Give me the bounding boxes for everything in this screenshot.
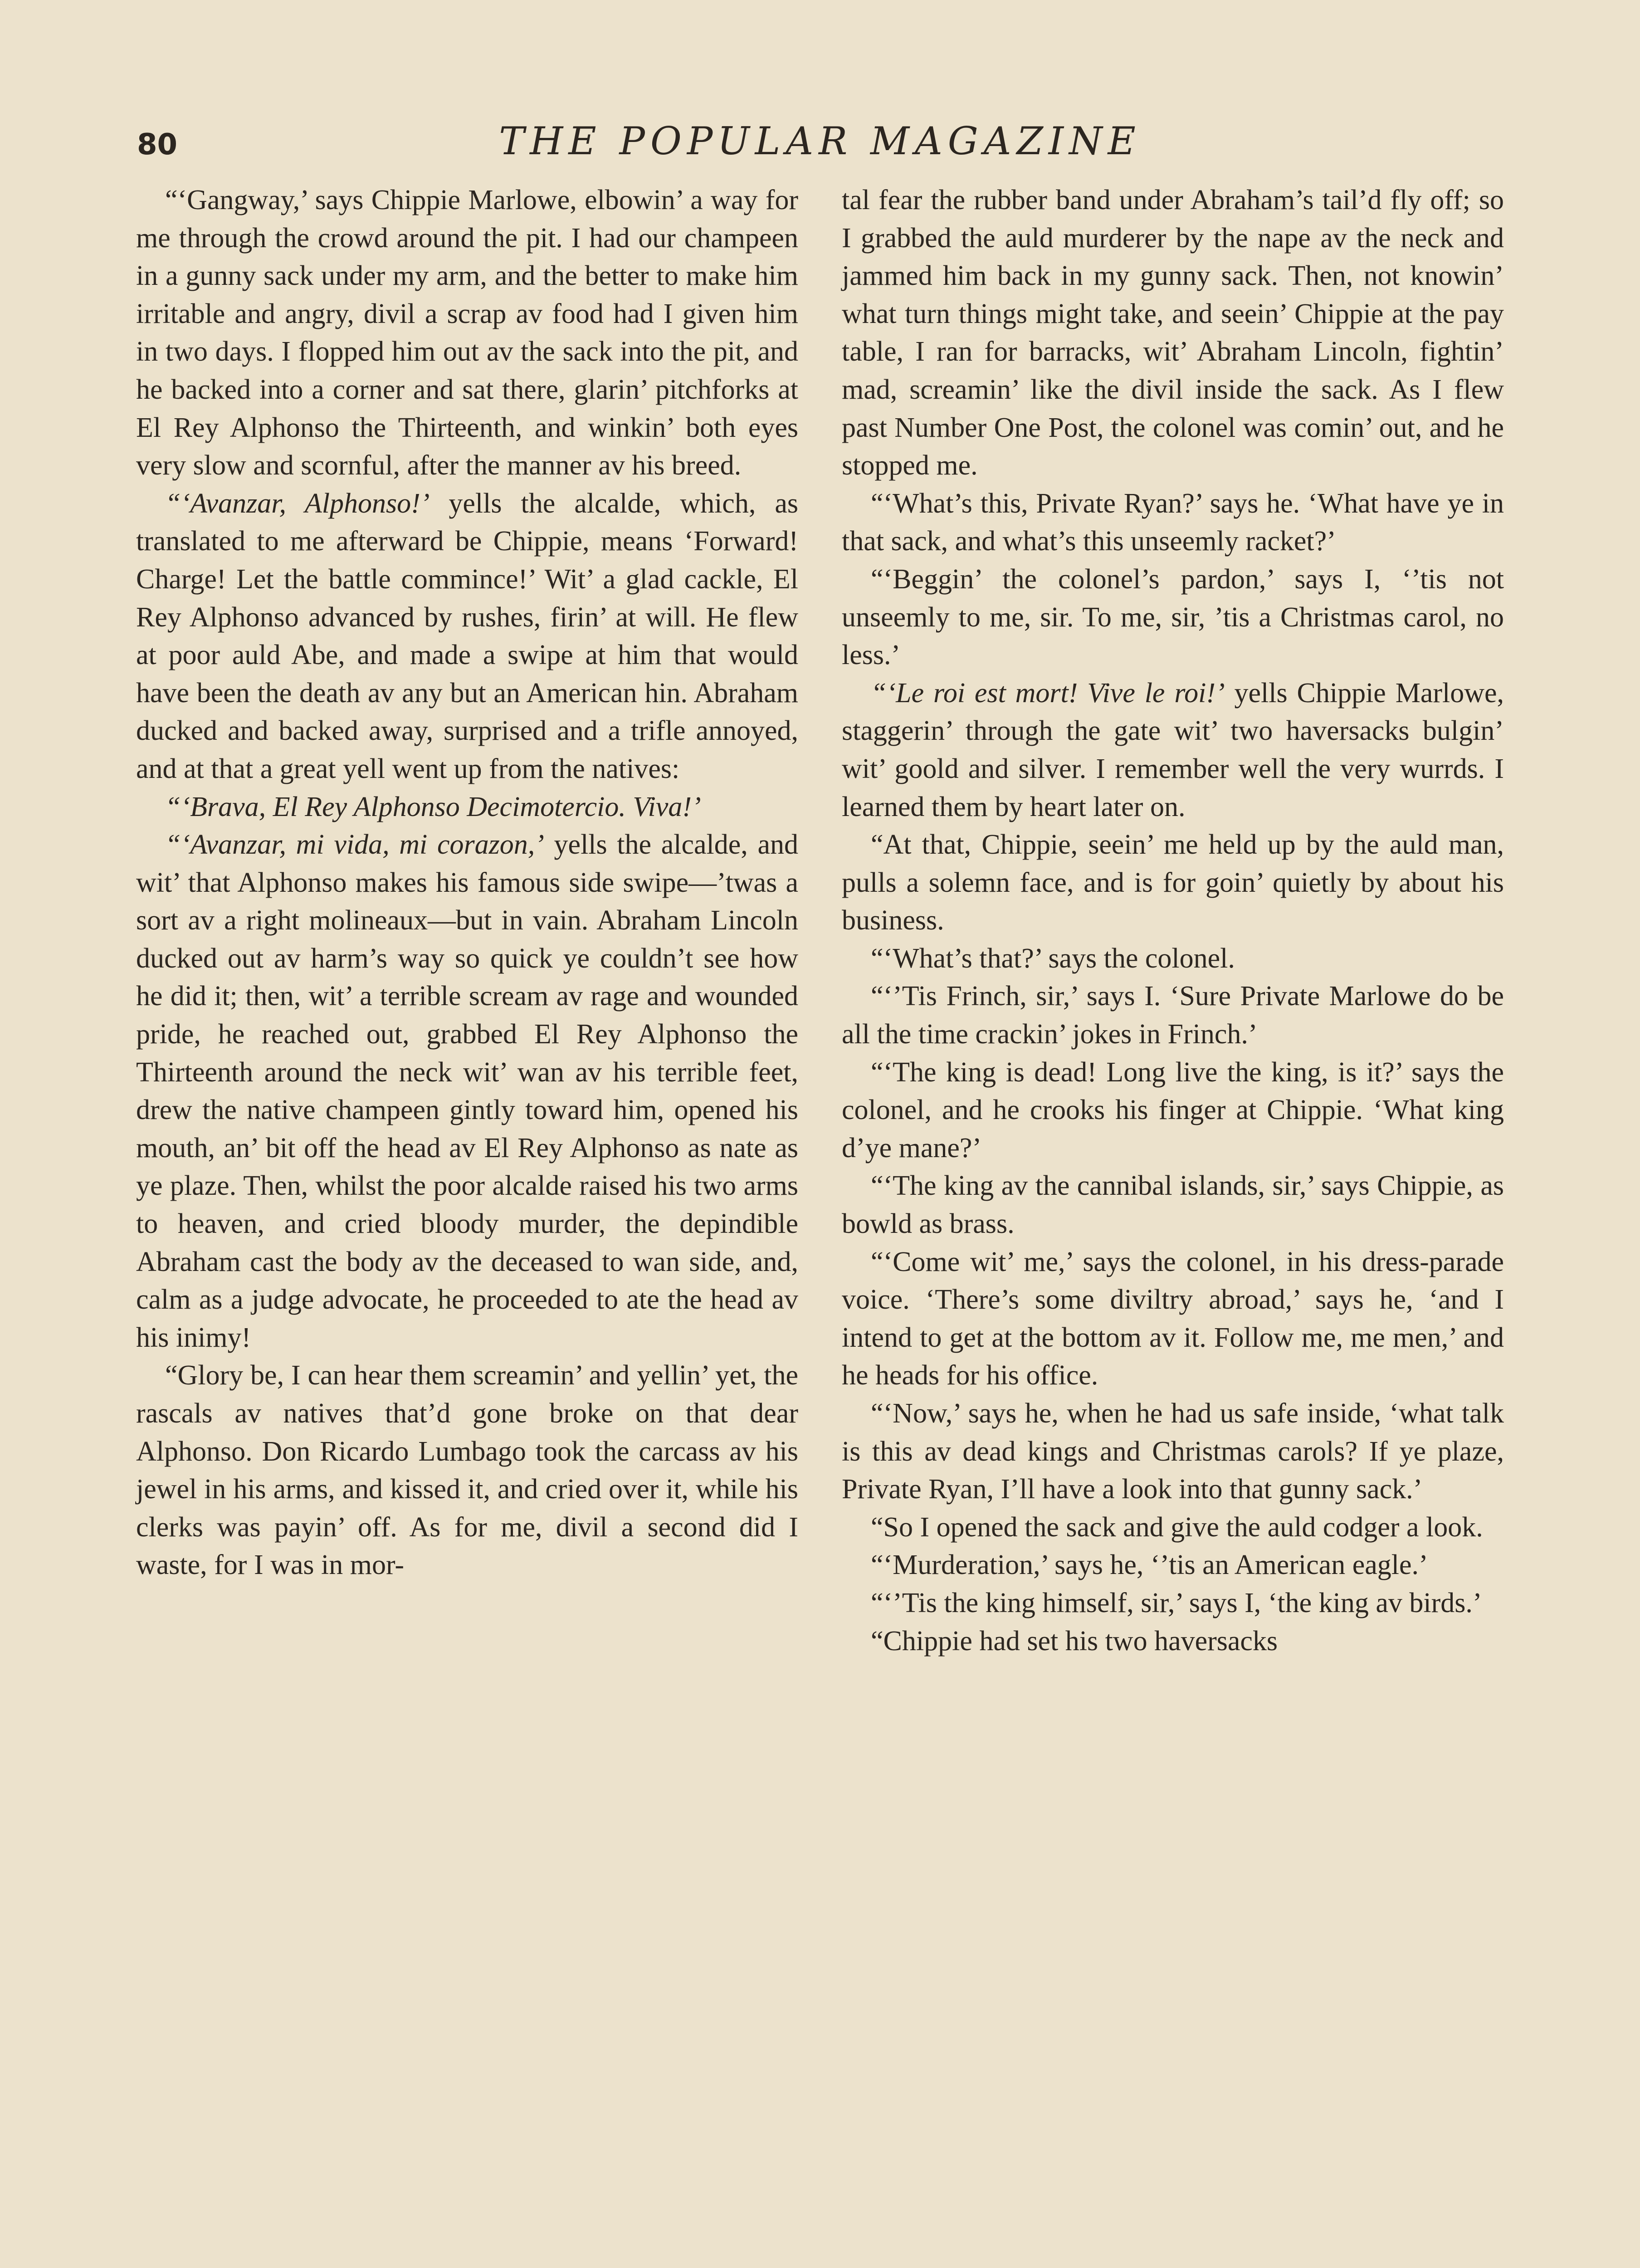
paragraph-text: “‘What’s that?’ says the colonel. <box>871 943 1235 974</box>
paragraph-text: “‘What’s this, Private Ryan?’ says he. ‘What have ye in that sack, and what’s this unseemly racket?’ <box>842 488 1504 557</box>
italic-lead: “‘Le roi est mort! Vive le roi!’ <box>871 677 1225 709</box>
paragraph-text: “Glory be, I can hear them screamin’ and yellin’ yet, the rascals av natives that’d gone broke on that dear Alphonso. Don Ricardo Lumbago took the carcass av his jewel in his arms, and kissed it, and cried over it, while his clerks was payin’ off. As for me, divil a second did I waste, for I was in mor- <box>136 1360 798 1581</box>
paragraph-text: “‘Come wit’ me,’ says the colonel, in his dress-parade voice. ‘There’s some diviltry abroad,’ says he, ‘and I intend to get at the bottom av it. Follow me, me men,’ and he heads for his office. <box>842 1246 1504 1391</box>
paragraph <box>842 1546 1504 1584</box>
paragraph-text: “‘’Tis Frinch, sir,’ says I. ‘Sure Private Marlowe do be all the time crackin’ jokes in Frinch.’ <box>842 981 1504 1050</box>
paragraph <box>136 788 798 826</box>
paragraph-text: “‘The king av the cannibal islands, sir,’ says Chippie, as bowld as brass. <box>842 1170 1504 1240</box>
running-title: THE POPULAR MAGAZINE <box>499 119 1141 163</box>
paragraph <box>842 1395 1504 1509</box>
paragraph-text: “‘Now,’ says he, when he had us safe inside, ‘what talk is this av dead kings and Christmas carols? If ye plaze, Private Ryan, I’ll have a look into that gunny sack.’ <box>842 1398 1504 1505</box>
paragraph <box>842 1509 1504 1547</box>
paragraph-text: “‘Murderation,’ says he, ‘’tis an American eagle.’ <box>871 1549 1428 1581</box>
paragraph <box>842 1243 1504 1395</box>
paragraph <box>842 561 1504 675</box>
paragraph <box>136 181 798 485</box>
paragraph-text: “‘Gangway,’ says Chippie Marlowe, elbowin’ a way for me through the crowd around the pit. I had our champeen in a gunny sack under my arm, and the better to make him irritable and angry, divil a scrap av food had I given him in two days. I flopped him out av the sack into the pit, and he backed into a corner and sat there, glarin’ pitchforks at El Rey Alphonso the Thirteenth, and winkin’ both eyes very slow and scornful, after the manner av his breed. <box>136 185 798 481</box>
paragraph-text: yells Chippie Marlowe, staggerin’ through the gate wit’ two haversacks bulgin’ wit’ goold and silver. I remember well the very wurrds. I learned them by heart later on. <box>842 677 1504 822</box>
paragraph <box>842 1623 1504 1661</box>
right-column <box>842 181 1504 1660</box>
paragraph <box>842 978 1504 1053</box>
paragraph-text: “‘The king is dead! Long live the king, is it?’ says the colonel, and he crooks his finger at Chippie. ‘What king d’ye mane?’ <box>842 1056 1504 1163</box>
paragraph-text: yells the alcalde, and wit’ that Alphonso makes his famous side swipe—’twas a sort av a right molineaux—but in vain. Abraham Lincoln ducked out av harm’s way so quick ye couldn’t see how he did it; then, wit’ a terrible scream av rage and wounded pride, he reached out, grabbed El Rey Alphonso the Thirteenth around the neck wit’ wan av his terrible feet, drew the native champeen gintly toward him, opened his mouth, an’ bit off the head av El Rey Alphonso as nate as ye plaze. Then, whilst the poor alcalde raised his two arms to heaven, and cried bloody murder, the depindible Abraham cast the body av the deceased to wan side, and, calm as a judge advocate, he proceeded to ate the head av his inimy! <box>136 829 798 1353</box>
paragraph-text: yells the alcalde, which, as translated to me afterward be Chippie, means ‘Forward! Charge! Let the battle commince!’ Wit’ a glad cackle, El Rey Alphonso advanced by rushes, firin’ at will. He flew at poor auld Abe, and made a swipe at him that would have been the death av any but an American hin. Abraham ducked and backed away, surprised and a trifle annoyed, and at that a great yell went up from the natives: <box>136 488 798 784</box>
italic-lead: “‘Avanzar, mi vida, mi corazon,’ <box>165 829 544 860</box>
italic-lead: “‘Brava, El Rey Alphonso Decimotercio. Viva!’ <box>165 791 701 822</box>
paragraph-text: “‘Beggin’ the colonel’s pardon,’ says I, ‘’tis not unseemly to me, sir. To me, sir, ’tis a Christmas carol, no less.’ <box>842 563 1504 671</box>
paragraph <box>842 1584 1504 1623</box>
paragraph-text: “‘’Tis the king himself, sir,’ says I, ‘the king av birds.’ <box>871 1587 1482 1618</box>
paragraph <box>136 485 798 788</box>
paragraph-text: “Chippie had set his two haversacks <box>871 1625 1278 1657</box>
paragraph-text: tal fear the rubber band under Abraham’s tail’d fly off; so I grabbed the auld murderer by the nape av the neck and jammed him back in my gunny sack. Then, not knowin’ what turn things might take, and seein’ Chippie at the pay table, I ran for barracks, wit’ Abraham Lincoln, fightin’ mad, screamin’ like the divil inside the sack. As I flew past Number One Post, the colonel was comin’ out, and he stopped me. <box>842 185 1504 481</box>
paragraph <box>136 826 798 1357</box>
paragraph <box>842 485 1504 561</box>
paragraph <box>842 675 1504 826</box>
paragraph <box>842 1167 1504 1243</box>
paragraph <box>842 181 1504 485</box>
italic-lead: “‘Avanzar, Alphonso!’ <box>165 488 430 519</box>
paragraph <box>842 940 1504 978</box>
paragraph-text: “At that, Chippie, seein’ me held up by the auld man, pulls a solemn face, and is for goin’ quietly by about his business. <box>842 829 1504 936</box>
paragraph-text: “So I opened the sack and give the auld codger a look. <box>871 1511 1483 1543</box>
left-column <box>136 181 798 1584</box>
paragraph <box>842 826 1504 940</box>
paragraph <box>136 1357 798 1584</box>
paragraph <box>842 1054 1504 1168</box>
page-number: 80 <box>137 128 178 161</box>
